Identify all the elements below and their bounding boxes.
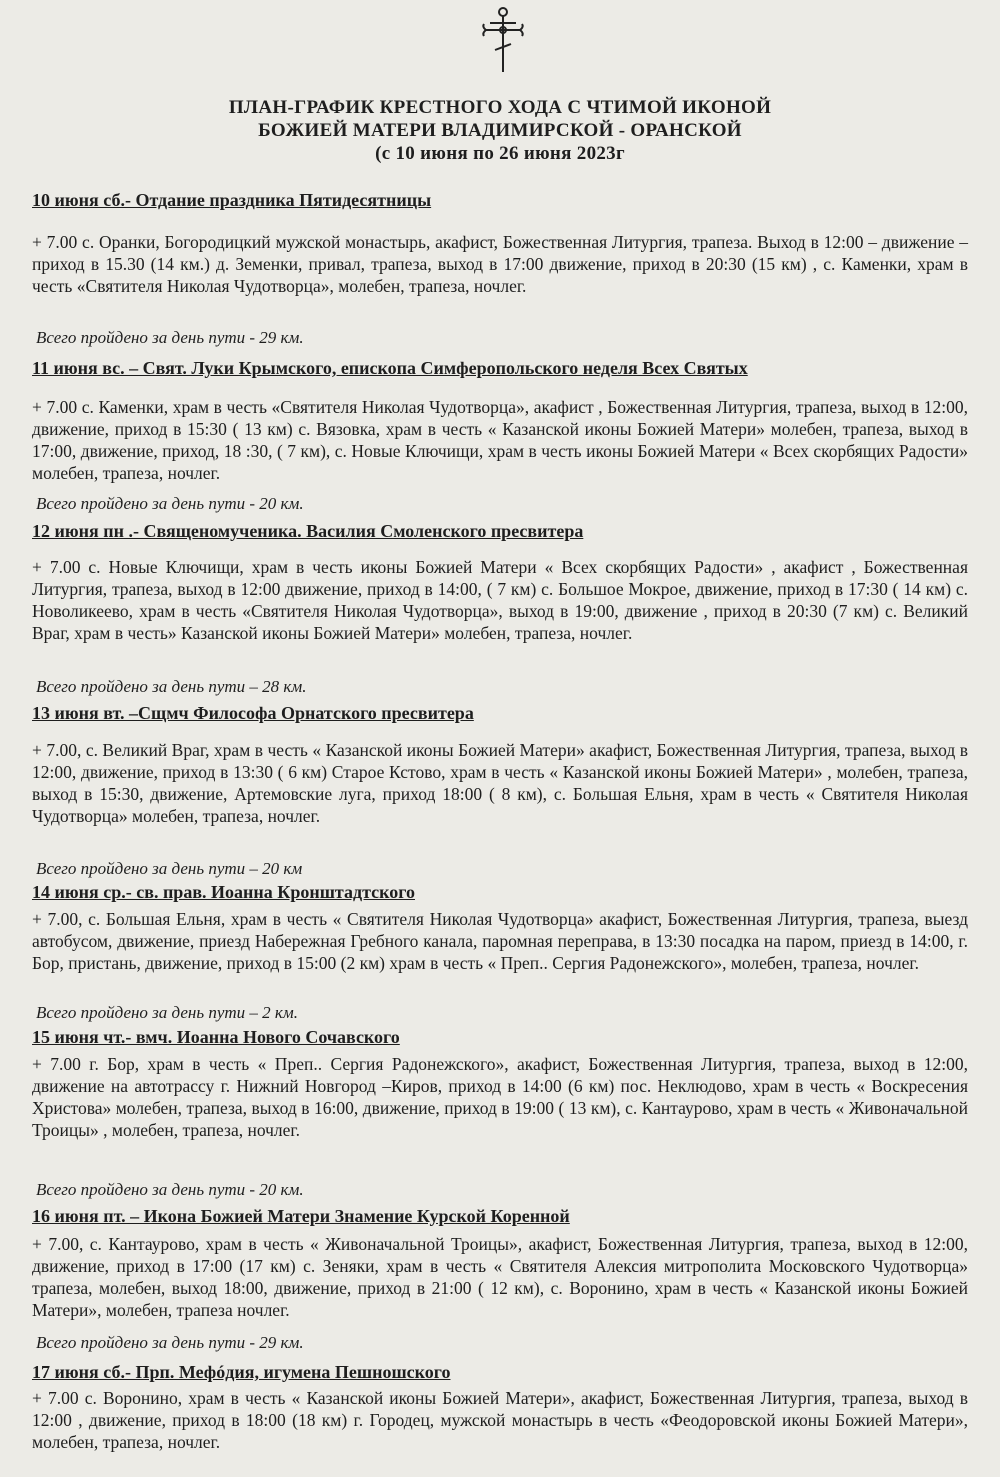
day-heading: 16 июня пт. – Икона Божией Матери Знамение Курской Коренной <box>32 1206 570 1226</box>
day-schedule: + 7.00 с. Оранки, Богородицкий мужской монастырь, акафист, Божественная Литургия, трапеза. Выход в 12:00 – движение – приход в 15.30 (14 км.) д. Земенки, привал, трапеза, выход в 17:00 движение, приход в 20:30 (15 км) , с. Каменки, храм в честь «Святителя Николая Чудотворца», молебен, трапеза, ночлег. <box>32 232 968 296</box>
day-heading: 10 июня сб.- Отдание праздника Пятидесятницы <box>32 190 432 210</box>
day-schedule: + 7.00, с. Кантаурово, храм в честь « Живоначальной Троицы», акафист, Божественная Литургия, трапеза, выход в 12:00, движение, приход в 17:00 (17 км) с. Зеняки, храм в честь « Святителя Алексия митрополита Московского Чудотворца» трапеза, молебен, выход 18:00, движение, приход в 21:00 ( 12 км), с. Воронино, храм в честь « Казанской иконы Божией Матери», молебен, трапеза ночлег. <box>32 1234 968 1320</box>
day-total-distance: Всего пройдено за день пути – 28 км. <box>36 677 307 696</box>
day-total-distance: Всего пройдено за день пути - 20 км. <box>36 494 304 513</box>
day-heading: 12 июня пн .- Священомученика. Василия Смоленского пресвитера <box>32 521 584 541</box>
day-schedule: + 7.00, с. Великий Враг, храм в честь « Казанской иконы Божией Матери» акафист, Божественная Литургия, трапеза, выход в 12:00, движение, приход в 13:30 ( 6 км) Старое Кстово, храм в честь « Казанской иконы Божией Матери» , молебен, трапеза, выход в 15:30, движение, Артемовские луга, приход 18:00 ( 8 км), с. Большая Ельня, храм в честь « Святителя Николая Чудотворца» молебен, трапеза, ночлег. <box>32 740 968 826</box>
day-total-distance: Всего пройдено за день пути – 2 км. <box>36 1003 298 1022</box>
day-total-distance: Всего пройдено за день пути - 20 км. <box>36 1180 304 1199</box>
document-date-range: (с 10 июня по 26 июня 2023г <box>375 143 625 164</box>
day-schedule: + 7.00, с. Большая Ельня, храм в честь « Святителя Николая Чудотворца» акафист, Божественная Литургия, трапеза, выезд автобусом, движение, приезд Набережная Гребного канала, паромная переправа, в 13:30 посадка на паром, приезд в 14:00, г. Бор, пристань, движение, приход в 15:00 (2 км) храм в честь « Преп.. Сергия Радонежского», молебен, трапеза, ночлег. <box>32 909 968 973</box>
day-total-distance: Всего пройдено за день пути - 29 км. <box>36 328 304 347</box>
document-title-line-2: БОЖИЕЙ МАТЕРИ ВЛАДИМИРСКОЙ - ОРАНСКОЙ <box>258 120 742 141</box>
day-heading: 17 июня сб.- Прп. Мефóдия, игумена Пешношского <box>32 1362 451 1382</box>
day-schedule: + 7.00 с. Каменки, храм в честь «Святителя Николая Чудотворца», акафист , Божественная Литургия, трапеза, выход в 12:00, движение, приход в 15:30 ( 13 км) с. Вязовка, храм в честь « Казанской иконы Божией Матери» молебен, трапеза, выход в 17:00, движение, приход, 18 :30, ( 7 км), с. Новые Ключищи, храм в честь иконы Божией Матери « Всех скорбящих Радости» молебен, трапеза, ночлег. <box>32 397 968 483</box>
day-total-distance: Всего пройдено за день пути - 29 км. <box>36 1333 304 1352</box>
day-heading: 14 июня ср.- св. прав. Иоанна Кронштадтского <box>32 882 415 902</box>
day-heading: 13 июня вт. –Сщмч Философа Орнатского пресвитера <box>32 703 474 723</box>
day-heading: 11 июня вс. – Свят. Луки Крымского, епископа Симферопольского неделя Всех Святых <box>32 358 748 378</box>
document-title-line-1: ПЛАН-ГРАФИК КРЕСТНОГО ХОДА С ЧТИМОЙ ИКОНОЙ <box>228 97 772 118</box>
day-schedule: + 7.00 с. Новые Ключищи, храм в честь иконы Божией Матери « Всех скорбящих Радости» , акафист , Божественная Литургия, трапеза, выход в 12:00 движение, приход в 14:00, ( 7 км) с. Большое Мокрое, движение, приход в 17:30 ( 14 км) с. Новоликеево, храм в честь «Святителя Николая Чудотворца», выход в 19:00, движение , приход в 20:30 (7 км) с. Великий Враг, храм в честь» Казанской иконы Божией Матери» молебен, трапеза, ночлег. <box>32 557 968 643</box>
orthodox-cross-icon <box>478 6 528 76</box>
day-heading: 15 июня чт.- вмч. Иоанна Нового Сочавского <box>32 1027 400 1047</box>
day-schedule: + 7.00 с. Воронино, храм в честь « Казанской иконы Божией Матери», акафист, Божественная Литургия, трапеза, выход в 12:00 , движение, приход в 18:00 (18 км) г. Городец, мужской монастырь в честь «Феодоровской иконы Божией Матери», молебен, трапеза, ночлег. <box>32 1388 968 1452</box>
day-schedule: + 7.00 г. Бор, храм в честь « Преп.. Сергия Радонежского», акафист, Божественная Литургия, трапеза, выход в 12:00, движение на автотрассу г. Нижний Новгород –Киров, приход в 14:00 (6 км) пос. Неклюдово, храм в честь « Воскресения Христова» молебен, трапеза, выход в 16:00, движение, приход в 19:00 ( 13 км), с. Кантаурово, храм в честь « Живоначальной Троицы» , молебен, трапеза, ночлег. <box>32 1054 968 1140</box>
day-total-distance: Всего пройдено за день пути – 20 км <box>36 859 303 878</box>
